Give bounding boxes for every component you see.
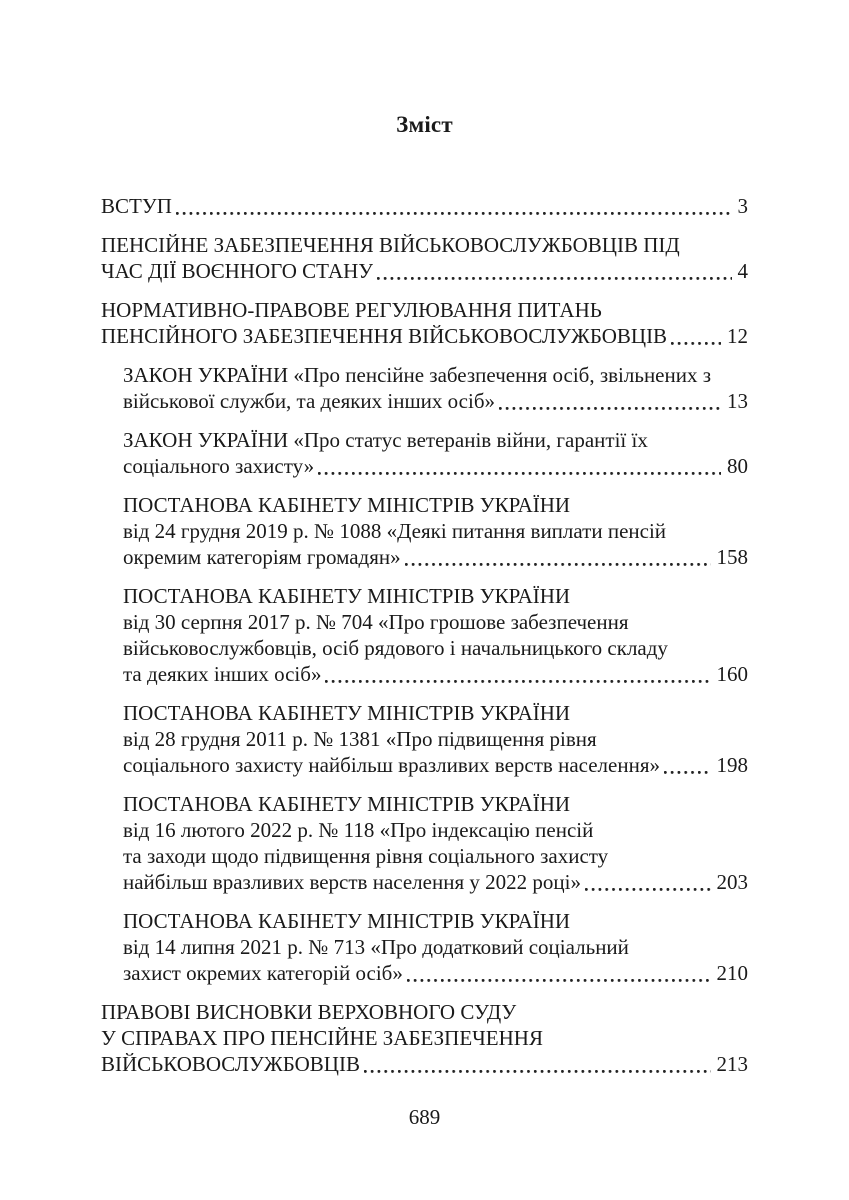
toc-entry-line [123,388,748,414]
toc-entry-text: військової служби, та деяких інших осіб» [123,389,496,413]
toc-entry-text: окремим категоріям громадян» [123,545,401,569]
toc-entry-line [101,1051,748,1077]
toc-entry-line [101,258,748,284]
toc-page-number: 198 [716,753,748,777]
toc-entry-line: ПРАВОВІ ВИСНОВКИ ВЕРХОВНОГО СУДУ [101,1000,517,1024]
toc-page-number: 213 [716,1052,748,1076]
toc-page-number: 80 [727,454,748,478]
dotted-leader [405,563,711,566]
toc-entry-text: захист окремих категорій осіб» [123,961,403,985]
toc-entry-text: ПЕНСІЙНОГО ЗАБЕЗПЕЧЕННЯ ВІЙСЬКОВОСЛУЖБОВЦІВ [101,324,668,348]
toc-entry [101,999,748,1077]
toc-entry [101,427,748,479]
toc-entry-line: військовослужбовців, осіб рядового і начальницького складу [123,636,668,660]
toc-entry-line [123,544,748,570]
toc-entry-line [123,869,748,895]
toc-page-number: 13 [727,389,748,413]
toc-entry [101,908,748,986]
toc-page-number: 160 [716,662,748,686]
toc-entry-text: та деяких інших осіб» [123,662,322,686]
toc-entry-line: від 28 грудня 2011 р. № 1381 «Про підвищення рівня [123,727,597,751]
toc-entry-text: соціального захисту» [123,454,315,478]
dotted-leader [377,277,731,280]
toc-entry [101,583,748,687]
toc-entry-line [123,752,748,778]
toc-entry-line [123,960,748,986]
dotted-leader [407,979,711,982]
toc-entry-line: ПОСТАНОВА КАБІНЕТУ МІНІСТРІВ УКРАЇНИ [123,909,571,933]
toc-page-number: 210 [716,961,748,985]
toc-entry-line [123,453,748,479]
toc-entry-line: ПОСТАНОВА КАБІНЕТУ МІНІСТРІВ УКРАЇНИ [123,792,571,816]
toc-page-number: 158 [716,545,748,569]
toc-entry-line: ПОСТАНОВА КАБІНЕТУ МІНІСТРІВ УКРАЇНИ [123,493,571,517]
toc-page-number: 4 [737,259,748,283]
dotted-leader [176,212,732,215]
toc-entry-line: ПЕНСІЙНЕ ЗАБЕЗПЕЧЕННЯ ВІЙСЬКОВОСЛУЖБОВЦІВ ПІД [101,233,680,257]
toc-entry-line: ЗАКОН УКРАЇНИ «Про пенсійне забезпечення осіб, звільнених з [123,363,712,387]
toc-entry-line [101,193,748,219]
dotted-leader [318,472,721,475]
toc-entry-line [123,661,748,687]
table-of-contents [101,193,748,1077]
dotted-leader [671,342,721,345]
toc-entry [101,791,748,895]
dotted-leader [664,771,711,774]
toc-page-number: 203 [716,870,748,894]
dotted-leader [325,680,710,683]
toc-entry [101,362,748,414]
toc-entry [101,232,748,284]
toc-entry-text: соціального захисту найбільш вразливих верств населення» [123,753,660,777]
dotted-leader [364,1070,711,1073]
toc-entry-text: ЧАС ДІЇ ВОЄННОГО СТАНУ [101,259,374,283]
toc-entry-line: від 14 липня 2021 р. № 713 «Про додатковий соціальний [123,935,629,959]
footer-page-number: 689 [408,1105,441,1129]
toc-entry [101,193,748,219]
toc-entry-line: ПОСТАНОВА КАБІНЕТУ МІНІСТРІВ УКРАЇНИ [123,701,571,725]
toc-page-number: 12 [727,324,748,348]
toc-entry [101,492,748,570]
toc-page-number: 3 [737,194,748,218]
toc-entry-line: ЗАКОН УКРАЇНИ «Про статус ветеранів війни, гарантії їх [123,428,648,452]
toc-entry-text: ВСТУП [101,194,172,218]
toc-entry-line: від 16 лютого 2022 р. № 118 «Про індексацію пенсій [123,818,594,842]
toc-entry-line: У СПРАВАХ ПРО ПЕНСІЙНЕ ЗАБЕЗПЕЧЕННЯ [101,1026,543,1050]
toc-entry [101,700,748,778]
toc-entry-line: від 30 серпня 2017 р. № 704 «Про грошове забезпечення [123,610,629,634]
toc-entry-text: ВІЙСЬКОВОСЛУЖБОВЦІВ [101,1052,360,1076]
dotted-leader [499,407,721,410]
toc-entry-line: НОРМАТИВНО-ПРАВОВЕ РЕГУЛЮВАННЯ ПИТАНЬ [101,298,602,322]
dotted-leader [585,888,711,891]
toc-entry-line [101,323,748,349]
toc-entry-text: найбільш вразливих верств населення у 2022 році» [123,870,581,894]
toc-entry [101,297,748,349]
toc-entry-line: та заходи щодо підвищення рівня соціального захисту [123,844,609,868]
toc-entry-line: від 24 грудня 2019 р. № 1088 «Деякі питання виплати пенсій [123,519,667,543]
toc-entry-line: ПОСТАНОВА КАБІНЕТУ МІНІСТРІВ УКРАЇНИ [123,584,571,608]
page-title: Зміст [396,112,453,137]
